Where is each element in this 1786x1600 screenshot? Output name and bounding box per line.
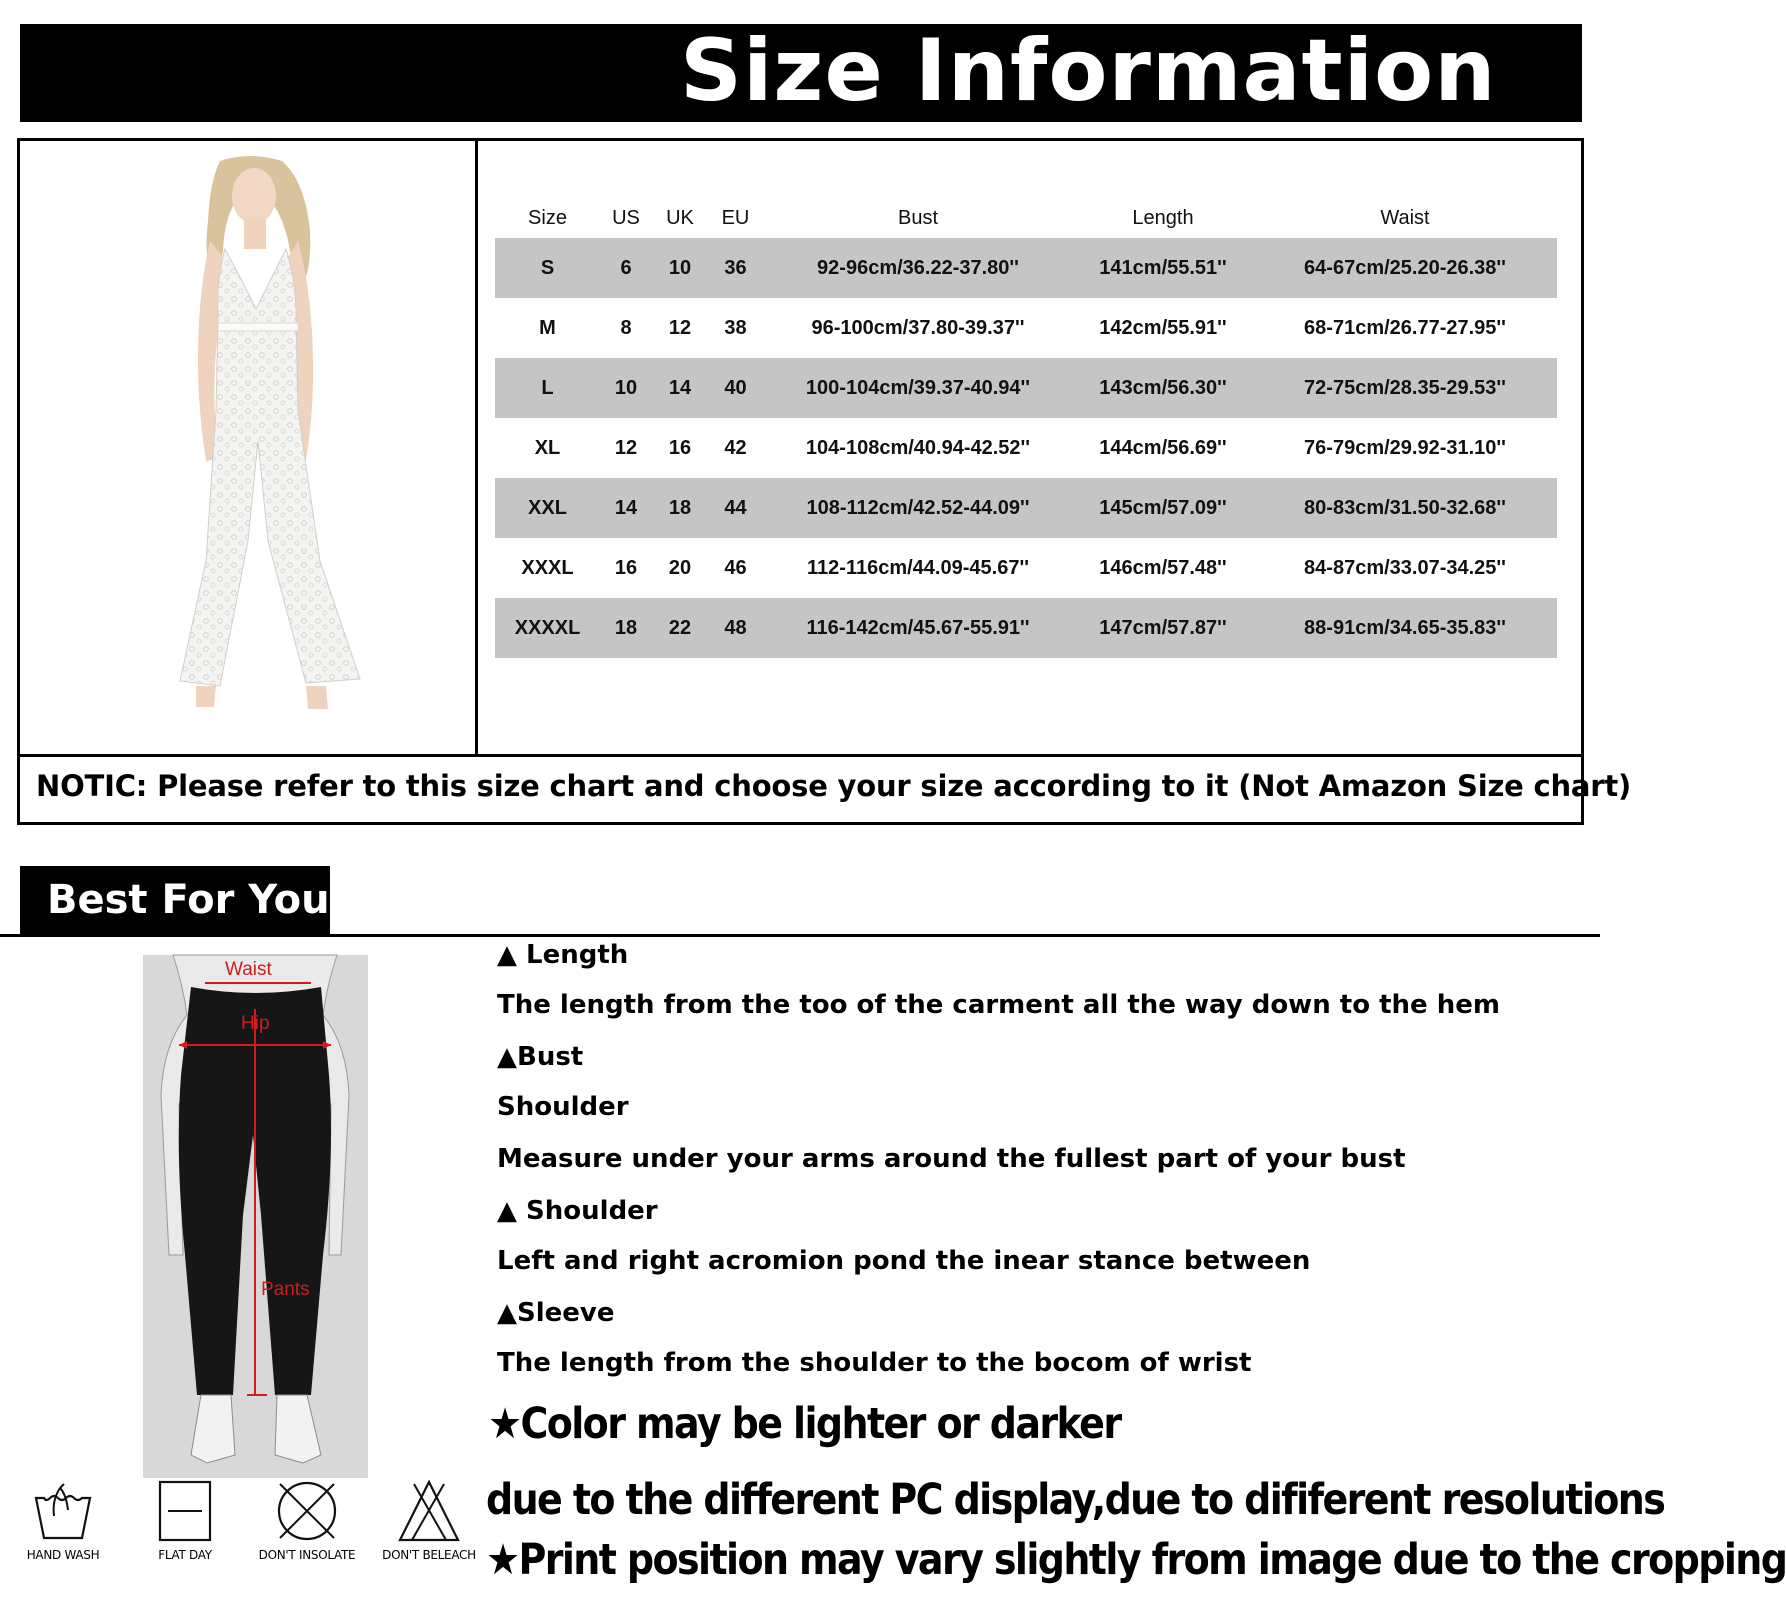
note-color: ★Color may be lighter or darker	[488, 1398, 1121, 1449]
table-cell: 36	[708, 238, 763, 298]
care-item	[8, 1480, 118, 1562]
guide-text-sleeve: The length from the shoulder to the bocom of wrist	[497, 1348, 1252, 1378]
table-cell: 84-87cm/33.07-34.25''	[1304, 556, 1506, 579]
care-label: HAND WASH	[26, 1548, 100, 1562]
table-cell: 10	[652, 238, 708, 298]
guide-heading-sleeve: ▲Sleeve	[497, 1298, 615, 1328]
guide-heading-shoulder: ▲ Shoulder	[497, 1196, 658, 1226]
table-cell: 146cm/57.48''	[1099, 556, 1227, 579]
size-notice: NOTIC: Please refer to this size chart and choose your size according to it (Not Amazon Size chart)	[36, 769, 1632, 803]
col-us: US	[612, 206, 640, 229]
table-cell: S	[495, 238, 600, 298]
hand-wash-icon	[30, 1480, 96, 1542]
table-cell: 16	[668, 436, 692, 459]
jumpsuit-model-image	[20, 141, 478, 754]
table-cell: 112-116cm/44.09-45.67''	[807, 556, 1029, 579]
care-item	[130, 1480, 240, 1562]
table-cell: 88-91cm/34.65-35.83''	[1253, 598, 1557, 658]
table-cell: 38	[724, 316, 747, 339]
do-not-bleach-icon	[396, 1480, 462, 1542]
notice-divider	[20, 754, 1581, 757]
col-eu: EU	[721, 206, 750, 229]
table-cell: 14	[600, 478, 652, 538]
table-cell: 48	[708, 598, 763, 658]
table-cell: 16	[614, 556, 638, 579]
guide-text-shoulder-label: Shoulder	[497, 1092, 629, 1122]
col-uk: UK	[666, 206, 694, 229]
table-cell: XXXXL	[495, 598, 600, 658]
table-row	[495, 598, 1557, 658]
table-cell: 147cm/57.87''	[1073, 598, 1253, 658]
table-cell: 100-104cm/39.37-40.94''	[763, 358, 1073, 418]
guide-text-shoulder: Left and right acromion pond the inear stance between	[497, 1246, 1311, 1276]
table-cell: 141cm/55.51''	[1073, 238, 1253, 298]
guide-heading-length: ▲ Length	[497, 940, 629, 970]
table-cell: 80-83cm/31.50-32.68''	[1253, 478, 1557, 538]
col-bust: Bust	[897, 206, 939, 229]
table-cell: 145cm/57.09''	[1073, 478, 1253, 538]
table-cell: 92-96cm/36.22-37.80''	[763, 238, 1073, 298]
table-cell: 144cm/56.69''	[1099, 436, 1227, 459]
table-cell: 20	[668, 556, 692, 579]
table-cell: 104-108cm/40.94-42.52''	[805, 436, 1031, 459]
table-cell: XL	[534, 436, 561, 459]
table-cell: 18	[652, 478, 708, 538]
care-item	[374, 1480, 484, 1562]
table-row	[495, 298, 1557, 358]
table-cell: 18	[600, 598, 652, 658]
note-display: due to the different PC display,due to dififerent resolutions	[486, 1474, 1665, 1525]
product-photo	[20, 141, 478, 754]
size-table	[495, 198, 1557, 658]
guide-heading-bust: ▲Bust	[497, 1042, 584, 1072]
table-row	[495, 538, 1557, 598]
table-cell: 96-100cm/37.80-39.37''	[811, 316, 1025, 339]
section-heading: Best For You	[47, 877, 330, 923]
leggings-figure-image	[143, 955, 368, 1478]
col-size: Size	[528, 206, 567, 229]
table-cell: M	[539, 316, 556, 339]
section-tab	[20, 866, 330, 936]
table-cell: 64-67cm/25.20-26.38''	[1253, 238, 1557, 298]
table-cell: 14	[652, 358, 708, 418]
table-cell: 12	[668, 316, 692, 339]
table-cell: 142cm/55.91''	[1099, 316, 1227, 339]
table-cell: XXL	[495, 478, 600, 538]
guide-text-bust: Measure under your arms around the fullest part of your bust	[497, 1144, 1406, 1174]
table-row	[495, 358, 1557, 418]
table-cell: 6	[600, 238, 652, 298]
table-cell: 42	[724, 436, 747, 459]
guide-text-length: The length from the too of the carment all the way down to the hem	[497, 990, 1500, 1020]
title-bar	[20, 21, 1582, 122]
table-cell: 116-142cm/45.67-55.91''	[763, 598, 1073, 658]
care-label: FLAT DAY	[158, 1548, 212, 1562]
table-cell: 72-75cm/28.35-29.53''	[1253, 358, 1557, 418]
table-cell: 46	[724, 556, 747, 579]
table-cell: 40	[708, 358, 763, 418]
table-cell: 108-112cm/42.52-44.09''	[763, 478, 1073, 538]
pants-label: Pants	[261, 1279, 310, 1300]
table-cell: 12	[614, 436, 638, 459]
measurement-figure	[143, 955, 368, 1478]
col-waist: Waist	[1380, 206, 1430, 229]
col-length: Length	[1132, 206, 1194, 229]
page-title: Size Information	[680, 21, 1497, 121]
do-not-tumble-icon	[274, 1480, 340, 1542]
size-chart-frame	[17, 138, 1632, 825]
table-cell: 76-79cm/29.92-31.10''	[1304, 436, 1506, 459]
care-label: DON'T INSOLATE	[258, 1548, 356, 1562]
table-cell: 10	[600, 358, 652, 418]
table-cell: 143cm/56.30''	[1073, 358, 1253, 418]
table-cell: L	[495, 358, 600, 418]
table-row	[495, 238, 1557, 298]
table-cell: 44	[708, 478, 763, 538]
table-cell: 22	[652, 598, 708, 658]
section-divider	[0, 934, 1600, 937]
waist-label: Waist	[225, 959, 272, 980]
table-cell: 8	[620, 316, 632, 339]
table-cell: 68-71cm/26.77-27.95''	[1304, 316, 1506, 339]
care-item	[252, 1480, 362, 1562]
table-row	[495, 478, 1557, 538]
flat-dry-icon	[152, 1480, 218, 1542]
table-cell: XXXL	[521, 556, 574, 579]
hip-label: Hip	[241, 1013, 270, 1034]
size-table-header	[495, 198, 1557, 238]
table-row	[495, 418, 1557, 478]
care-label: DON'T BELEACH	[382, 1548, 476, 1562]
note-print-position: ★Print position may vary slightly from image due to the cropping	[486, 1534, 1786, 1585]
